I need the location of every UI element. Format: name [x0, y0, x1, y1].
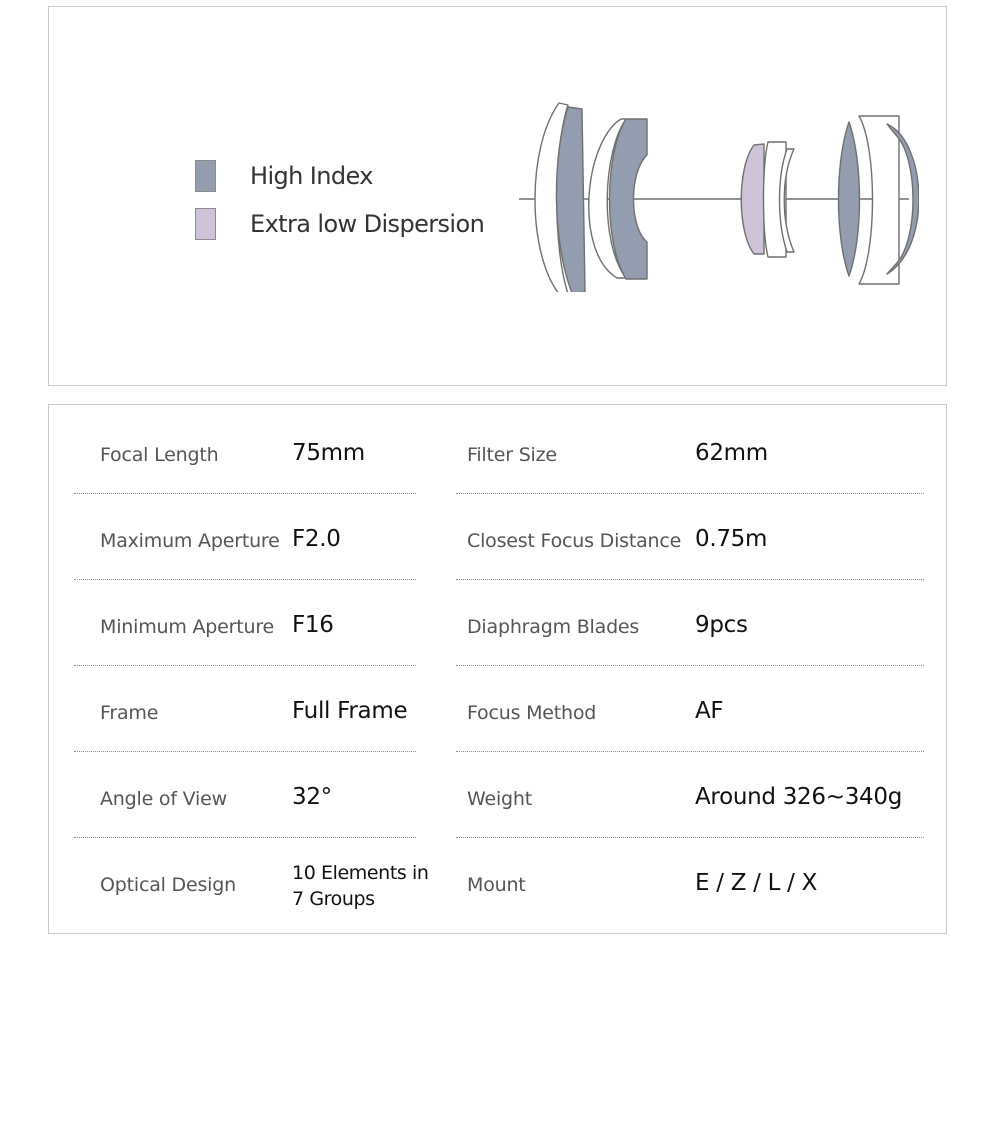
lens-construction-diagram [519, 102, 919, 292]
spec-value-weight: Around 326~340g [695, 784, 902, 810]
spec-value-optical-design: 10 Elements in 7 Groups [292, 862, 429, 910]
lens-element-8 [839, 122, 860, 276]
spec-value-minimum-aperture: F16 [292, 612, 334, 638]
spec-value-closest-focus-distance: 0.75m [695, 526, 768, 552]
row-divider-right [456, 579, 924, 580]
row-divider-right [456, 665, 924, 666]
row-divider-right [456, 837, 924, 838]
spec-label-mount: Mount [467, 874, 526, 896]
legend-high-index [195, 160, 373, 192]
row-divider-right [456, 493, 924, 494]
specifications-panel [48, 404, 947, 934]
spec-value-frame: Full Frame [292, 698, 408, 724]
legend-extra-low-dispersion [195, 208, 485, 240]
spec-label-focal-length: Focal Length [100, 444, 219, 466]
high-index-swatch [195, 160, 216, 192]
spec-value-focal-length: 75mm [292, 440, 365, 466]
spec-value-diaphragm-blades: 9pcs [695, 612, 748, 638]
legend-label-extra-low-dispersion: Extra low Dispersion [250, 210, 485, 238]
spec-label-filter-size: Filter Size [467, 444, 557, 466]
legend-label-high-index: High Index [250, 162, 373, 190]
spec-label-closest-focus-distance: Closest Focus Distance [467, 530, 682, 552]
spec-label-diaphragm-blades: Diaphragm Blades [467, 616, 640, 638]
row-divider-left [74, 751, 416, 752]
spec-label-focus-method: Focus Method [467, 702, 597, 724]
spec-value-angle-of-view: 32° [292, 784, 332, 810]
spec-value-filter-size: 62mm [695, 440, 768, 466]
spec-label-frame: Frame [100, 702, 159, 724]
lens-element-9 [859, 116, 899, 284]
spec-label-angle-of-view: Angle of View [100, 788, 227, 810]
spec-label-optical-design: Optical Design [100, 874, 236, 896]
row-divider-left [74, 665, 416, 666]
spec-label-weight: Weight [467, 788, 532, 810]
row-divider-left [74, 579, 416, 580]
row-divider-left [74, 837, 416, 838]
row-divider-right [456, 751, 924, 752]
spec-value-maximum-aperture: F2.0 [292, 526, 341, 552]
row-divider-left [74, 493, 416, 494]
spec-value-mount: E / Z / L / X [695, 870, 818, 896]
spec-label-minimum-aperture: Minimum Aperture [100, 616, 275, 638]
lens-element-5 [741, 144, 764, 254]
spec-label-maximum-aperture: Maximum Aperture [100, 530, 280, 552]
extra-low-dispersion-swatch [195, 208, 216, 240]
spec-value-focus-method: AF [695, 698, 724, 724]
lens-diagram-panel [48, 6, 947, 386]
